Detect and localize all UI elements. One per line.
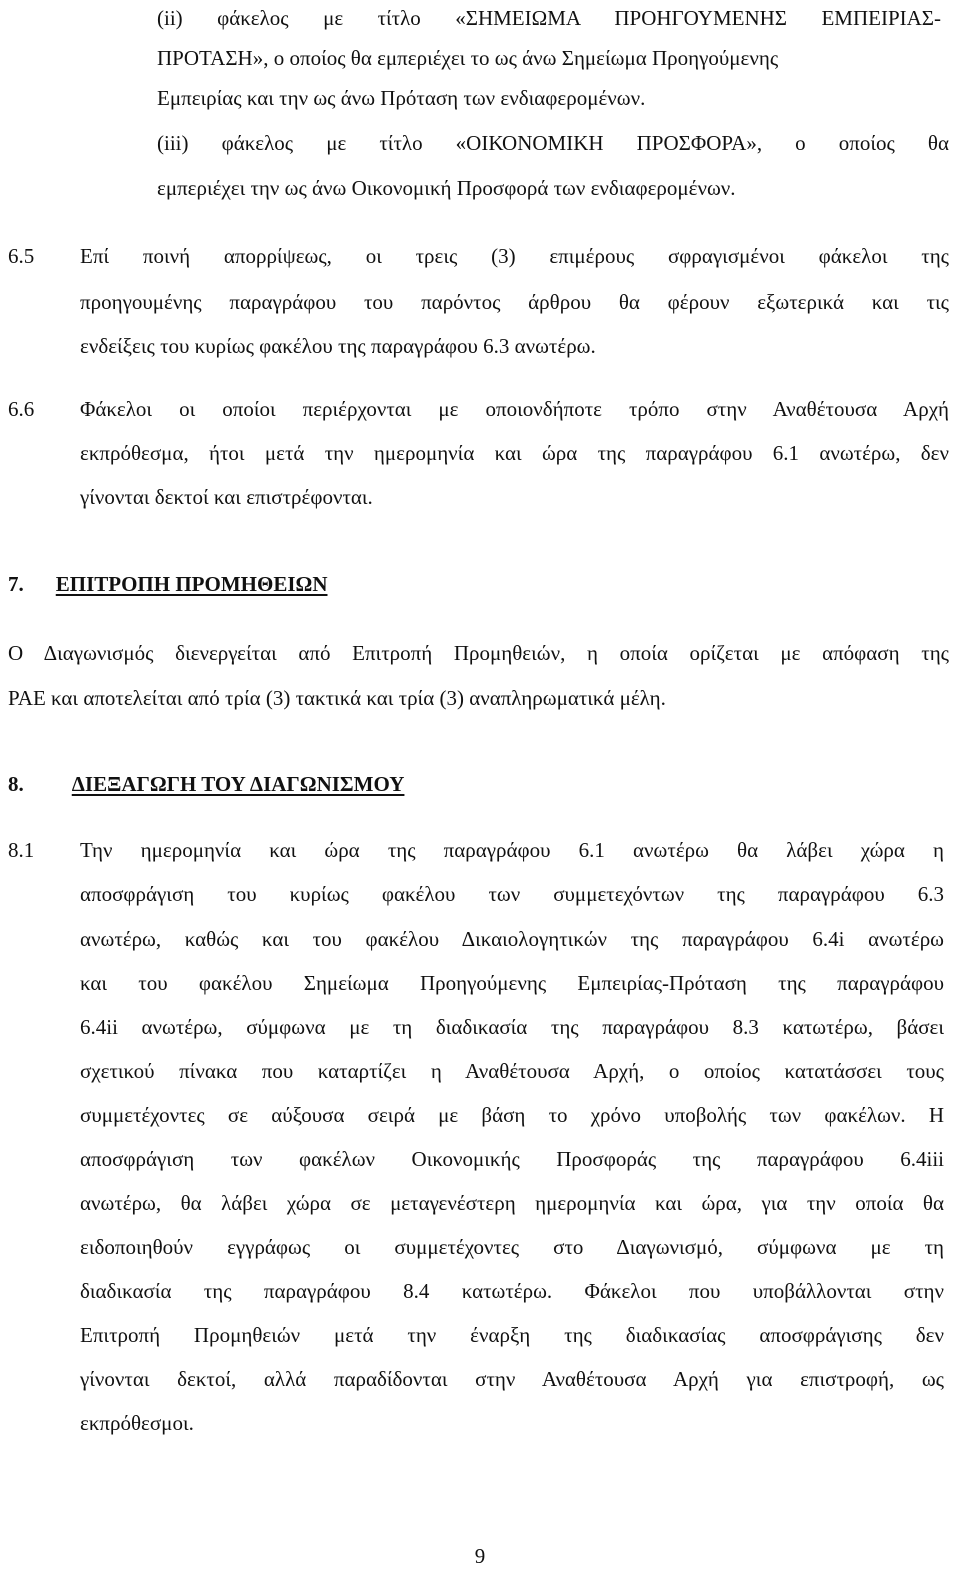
item-ii-line-2: ΠΡΟΤΑΣΗ», ο οποίος θα εμπεριέχει το ως άνω Σημείωμα Προηγούμενης xyxy=(157,46,779,70)
section-7-line-2: ΡΑΕ και αποτελείται από τρία (3) τακτικά και τρία (3) αναπληρωματικά μέλη. xyxy=(8,686,666,710)
section-6-5-line-2: προηγουμένης παραγράφου του παρόντος άρθρου θα φέρουν εξωτερικά και τις xyxy=(80,290,949,314)
item-iii-line-2: εμπεριέχει την ως άνω Οικονομική Προσφορά των ενδιαφερομένων. xyxy=(157,176,736,200)
section-8-1-line-3: ανωτέρω, καθώς και του φακέλου Δικαιολογητικών της παραγράφου 6.4i ανωτέρω xyxy=(80,927,944,951)
section-8-heading xyxy=(8,772,404,796)
section-8-1-line-8: αποσφράγιση των φακέλων Οικονομικής Προσφοράς της παραγράφου 6.4iii xyxy=(80,1147,944,1171)
section-6-6-line-3: γίνονται δεκτοί και επιστρέφονται. xyxy=(80,485,373,509)
section-8-title: ΔΙΕΞΑΓΩΓΗ ΤΟΥ ΔΙΑΓΩΝΙΣΜΟΥ xyxy=(71,772,405,796)
section-8-1-line-1: Την ημερομηνία και ώρα της παραγράφου 6.1 ανωτέρω θα λάβει χώρα η xyxy=(80,838,944,862)
section-8-number: 8. xyxy=(8,772,24,796)
section-6-5-line-1: Επί ποινή απορρίψεως, οι τρεις (3) επιμέρους σφραγισμένοι φάκελοι της xyxy=(80,244,949,268)
section-7-line-1: Ο Διαγωνισμός διενεργείται από Επιτροπή Προμηθειών, η οποία ορίζεται με απόφαση της xyxy=(8,641,949,665)
section-6-6-line-2: εκπρόθεσμα, ήτοι μετά την ημερομηνία και ώρα της παραγράφου 6.1 ανωτέρω, δεν xyxy=(80,441,949,465)
section-8-1-line-4: και του φακέλου Σημείωμα Προηγούμενης Εμπειρίας-Πρόταση της παραγράφου xyxy=(80,971,944,995)
item-ii-line-3: Εμπειρίας και την ως άνω Πρόταση των ενδιαφερομένων. xyxy=(157,86,646,110)
section-8-1-line-9: ανωτέρω, θα λάβει χώρα σε μεταγενέστερη ημερομηνία και ώρα, για την οποία θα xyxy=(80,1191,944,1215)
section-8-1-number: 8.1 xyxy=(8,838,35,862)
section-6-5-line-3: ενδείξεις του κυρίως φακέλου της παραγράφου 6.3 ανωτέρω. xyxy=(80,334,596,358)
section-8-1-line-11: διαδικασία της παραγράφου 8.4 κατωτέρω. Φάκελοι που υποβάλλονται στην xyxy=(80,1279,944,1303)
section-6-5-number: 6.5 xyxy=(8,244,35,268)
section-6-6-line-1: Φάκελοι οι οποίοι περιέρχονται με οποιονδήποτε τρόπο στην Αναθέτουσα Αρχή xyxy=(80,397,949,421)
item-iii-line-1: (iii) φάκελος με τίτλο «ΟΙΚΟΝΟΜΙΚΗ ΠΡΟΣΦΟΡΑ», ο οποίος θα xyxy=(157,131,949,155)
item-ii-line-1: (ii) φάκελος με τίτλο «ΣΗΜΕΙΩΜΑ ΠΡΟΗΓΟΥΜΕΝΗΣ ΕΜΠΕΙΡΙΑΣ- xyxy=(157,6,941,30)
section-8-1-line-13: γίνονται δεκτοί, αλλά παραδίδονται στην Αναθέτουσα Αρχή για επιστροφή, ως xyxy=(80,1367,944,1391)
section-8-1-line-10: ειδοποιηθούν εγγράφως οι συμμετέχοντες στο Διαγωνισμό, σύμφωνα με τη xyxy=(80,1235,944,1259)
section-6-6-number: 6.6 xyxy=(8,397,35,421)
section-8-1-line-12: Επιτροπή Προμηθειών μετά την έναρξη της διαδικασίας αποσφράγισης δεν xyxy=(80,1323,944,1347)
section-7-title: ΕΠΙΤΡΟΠΗ ΠΡΟΜΗΘΕΙΩΝ xyxy=(55,572,328,596)
section-8-1-line-7: συμμετέχοντες σε αύξουσα σειρά με βάση το χρόνο υποβολής των φακέλων. Η xyxy=(80,1103,944,1127)
section-8-1-line-5: 6.4ii ανωτέρω, σύμφωνα με τη διαδικασία της παραγράφου 8.3 κατωτέρω, βάσει xyxy=(80,1015,944,1039)
section-7-number: 7. xyxy=(8,572,24,596)
section-8-1-line-6: σχετικού πίνακα που καταρτίζει η Αναθέτουσα Αρχή, ο οποίος κατατάσσει τους xyxy=(80,1059,944,1083)
section-8-1-line-2: αποσφράγιση του κυρίως φακέλου των συμμετεχόντων της παραγράφου 6.3 xyxy=(80,882,944,906)
section-8-1-line-14: εκπρόθεσμοι. xyxy=(80,1411,194,1435)
page-number: 9 xyxy=(474,1544,486,1568)
section-7-heading xyxy=(8,572,328,596)
